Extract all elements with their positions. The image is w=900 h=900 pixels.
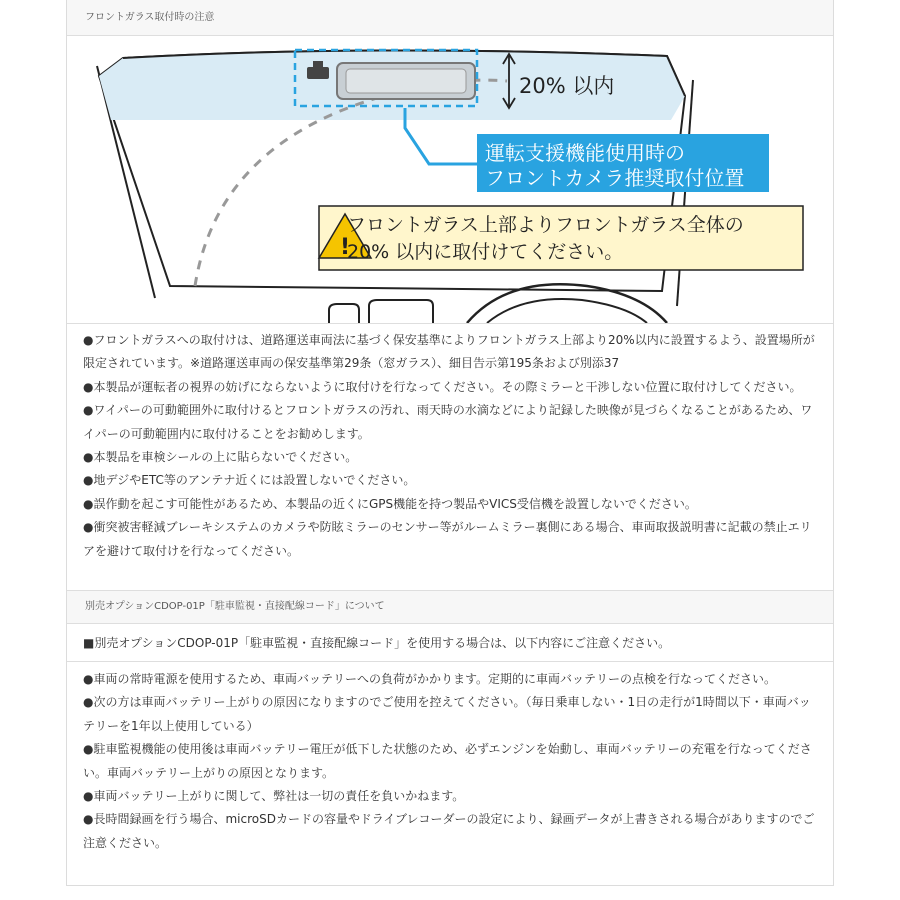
windshield-notes bbox=[67, 329, 833, 563]
note-item: ●車両バッテリー上がりに関して、弊社は一切の責任を負いかねます。 bbox=[83, 789, 465, 804]
note-item: ●車両の常時電源を使用するため、車両バッテリーへの負荷がかかります。定期的に車両バッテリーの点検を行なってください。 bbox=[83, 672, 777, 686]
section-header-option bbox=[67, 590, 833, 624]
note-item: ●長時間録画を行う場合、microSDカードの容量やドライブレコーダーの設定により、録画データが上書きされる場合がありますのでご注意ください。 bbox=[83, 812, 815, 850]
mirror-glass bbox=[346, 69, 466, 93]
dash-display bbox=[369, 300, 433, 323]
section-header-windshield bbox=[67, 0, 833, 36]
note-item: ●ワイパーの可動範囲外に取付けるとフロントガラスの汚れ、雨天時の水滴などにより記録した映像が見づらくなることがあるため、ワイパーの可動範囲内に取付けることをお勧めします。 bbox=[83, 403, 813, 441]
dashcam-mount bbox=[313, 61, 323, 68]
dash-vent-left bbox=[329, 304, 359, 323]
callout-line-2: フロントカメラ推奨取付位置 bbox=[485, 166, 745, 190]
note-item: ●衝突被害軽減ブレーキシステムのカメラや防眩ミラーのセンサー等がルームミラー裏側にある場合、車両取扱説明書に記載の禁止エリアを避けて取付けを行なってください。 bbox=[83, 520, 812, 558]
callout-line-1: 運転支援機能使用時の bbox=[485, 141, 685, 165]
note-item: ●本製品が運転者の視界の妨げにならないように取付けを行なってください。その際ミラーと干渉しない位置に取付けしてください。 bbox=[83, 379, 802, 394]
option-intro bbox=[67, 632, 833, 662]
windshield-figure bbox=[67, 36, 833, 324]
height-label: 20% 以内 bbox=[519, 74, 615, 98]
section-header-text: フロントガラス取付時の注意 bbox=[85, 11, 215, 23]
section-header-text: 別売オプションCDOP-01P「駐車監視・直接配線コード」について bbox=[85, 601, 385, 612]
windshield-diagram bbox=[67, 36, 833, 323]
note-item: ●次の方は車両バッテリー上がりの原因になりますのでご使用を控えてください。（毎日乗車しない・1日の走行が1時間以下・車両バッテリーを1年以上使用している） bbox=[83, 695, 811, 733]
warning-line-2: 20% 以内に取付けてください。 bbox=[347, 241, 624, 263]
option-notes bbox=[67, 668, 833, 855]
dashcam-unit bbox=[307, 67, 329, 79]
note-item: ●地デジやETC等のアンテナ近くには設置しないでください。 bbox=[83, 473, 416, 488]
intro-text: ■別売オプションCDOP-01P「駐車監視・直接配線コード」を使用する場合は、以下内容にご注意ください。 bbox=[83, 636, 671, 650]
note-item: ●本製品を車検シールの上に貼らないでください。 bbox=[83, 450, 358, 465]
note-item: ●誤作動を起こす可能性があるため、本製品の近くにGPS機能を持つ製品やVICS受信機を設置しないでください。 bbox=[83, 496, 697, 511]
warning-icon-mark: ! bbox=[339, 235, 351, 260]
warning-line-1: フロントガラス上部よりフロントガラス全体の bbox=[347, 214, 744, 236]
note-item: ●駐車監視機能の使用後は車両バッテリー電圧が低下した状態のため、必ずエンジンを始動し、車両バッテリーの充電を行なってください。車両バッテリー上がりの原因となります。 bbox=[83, 742, 812, 780]
note-item: ●フロントガラスへの取付けは、道路運送車両法に基づく保安基準によりフロントガラス上部より20%以内に設置するよう、設置場所が限定されています。※道路運送車両の保安基準第29条（窓ガラス）、細目告示第195条および別添37 bbox=[83, 333, 815, 371]
steering-wheel-inner bbox=[487, 299, 647, 323]
